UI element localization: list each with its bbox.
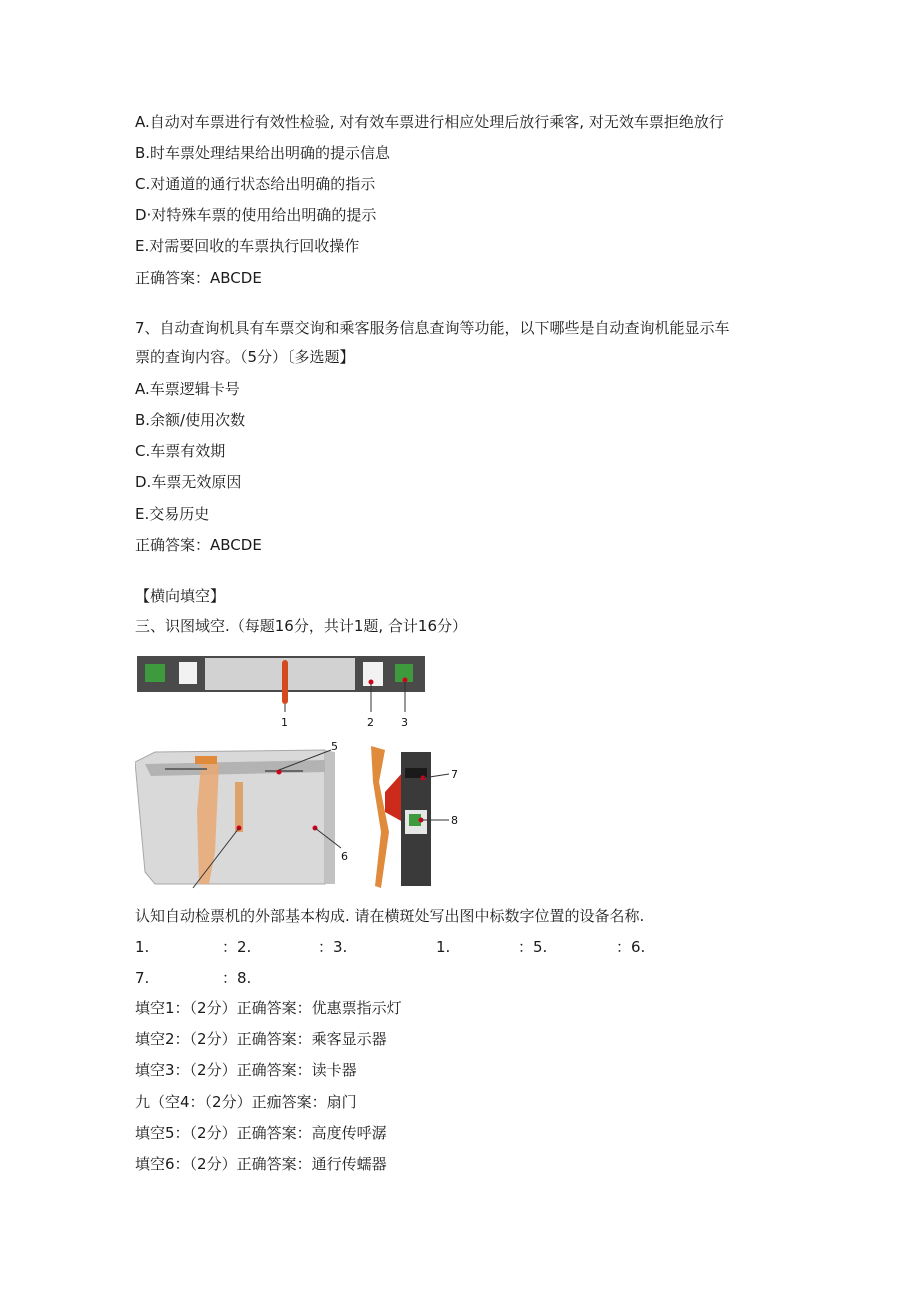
q7-question-line2: 票的查询内容。（5分）〔多选题】 (135, 348, 355, 366)
side-flap-red (385, 772, 403, 822)
q7-question-line1: 7、自动查询机具有车票交询和乘客服务信息查询等功能，以下哪些是自动查询机能显示车 (135, 319, 730, 337)
q7-option-c: C.车票有效期 (135, 442, 226, 460)
display-left (179, 662, 197, 684)
q6-option-a: A.自动对车票进行有效性检验, 对有效车票进行相应处理后放行乘客, 对无效车票拒绝放行 (135, 113, 724, 131)
q7-option-a: A.车票逻辑卡号 (135, 380, 240, 398)
callout-5: 5 (331, 740, 338, 753)
q6-option-b: B.时车票处理结果给出明确的提示信息 (135, 144, 391, 162)
front-cabinet-seam (325, 750, 335, 884)
q6-option-c: C.对通道的通行状态给出明确的指示 (135, 175, 376, 193)
blank-label-5: ：5. (518, 938, 548, 956)
top-view-passage (205, 658, 355, 690)
indicator-green-left (145, 664, 165, 682)
blank-label-8: ：8. (222, 969, 252, 987)
flap-door-front (195, 756, 217, 764)
answer-blank-1: 填空1：（2分）正确答案：优惠票指示灯 (135, 999, 402, 1017)
answer-blank-5: 填空5：（2分）正确答案：高度传呼潺 (135, 1124, 387, 1142)
sensor-strip-front (235, 782, 243, 832)
callout-2: 2 (367, 716, 374, 729)
flap-door-top (282, 660, 288, 704)
marker-5 (277, 770, 282, 775)
section-tag: 【横向填空】 (135, 587, 226, 605)
section-heading: 三、识图域空.（每题16分，共计1题, 合计16分） (135, 617, 468, 635)
callout-3: 3 (401, 716, 408, 729)
callout-1: 1 (281, 716, 288, 729)
q6-option-d: D·对特殊车票的使用给出明确的提示 (135, 206, 377, 224)
fill-blank-prompt: 认知自动检票机的外部基本构成. 请在横斑处写出图中标数字位置的设备名称. (135, 907, 645, 925)
blank-label-1: 1. (135, 938, 150, 956)
q6-option-e: E.对需要回收的车票执行回收操作 (135, 237, 360, 255)
answer-blank-2: 填空2：（2分）正确答案：乘客显示器 (135, 1030, 387, 1048)
answer-blank-6: 填空6：（2分）正确答案：通行传蠕器 (135, 1155, 387, 1173)
gate-machine-illustration (135, 652, 475, 892)
q7-option-d: D.车票无效原因 (135, 473, 242, 491)
marker-2 (369, 680, 374, 685)
q7-option-b: B.余额/使用次数 (135, 411, 246, 429)
blank-label-6: ：6. (616, 938, 646, 956)
blank-label-7: 7. (135, 969, 150, 987)
callout-8: 8 (451, 814, 458, 827)
q7-option-e: E.交易历史 (135, 505, 210, 523)
answer-blank-3: 填空3：（2分）正确答案：读卡器 (135, 1061, 357, 1079)
gate-machine-figure (135, 652, 475, 896)
callout-6: 6 (341, 850, 348, 863)
marker-3 (403, 678, 408, 683)
q7-answer: 正确答案：ABCDE (135, 536, 262, 554)
side-flap (371, 746, 389, 888)
callout-7: 7 (451, 768, 458, 781)
blank-label-2: ：2. (222, 938, 252, 956)
answer-blank-4: 九（空4：（2分）正痂答案：扇门 (135, 1093, 357, 1111)
blank-label-3: ：3. (318, 938, 348, 956)
blank-label-4: 1. (436, 938, 451, 956)
q6-answer: 正确答案：ABCDE (135, 269, 262, 287)
